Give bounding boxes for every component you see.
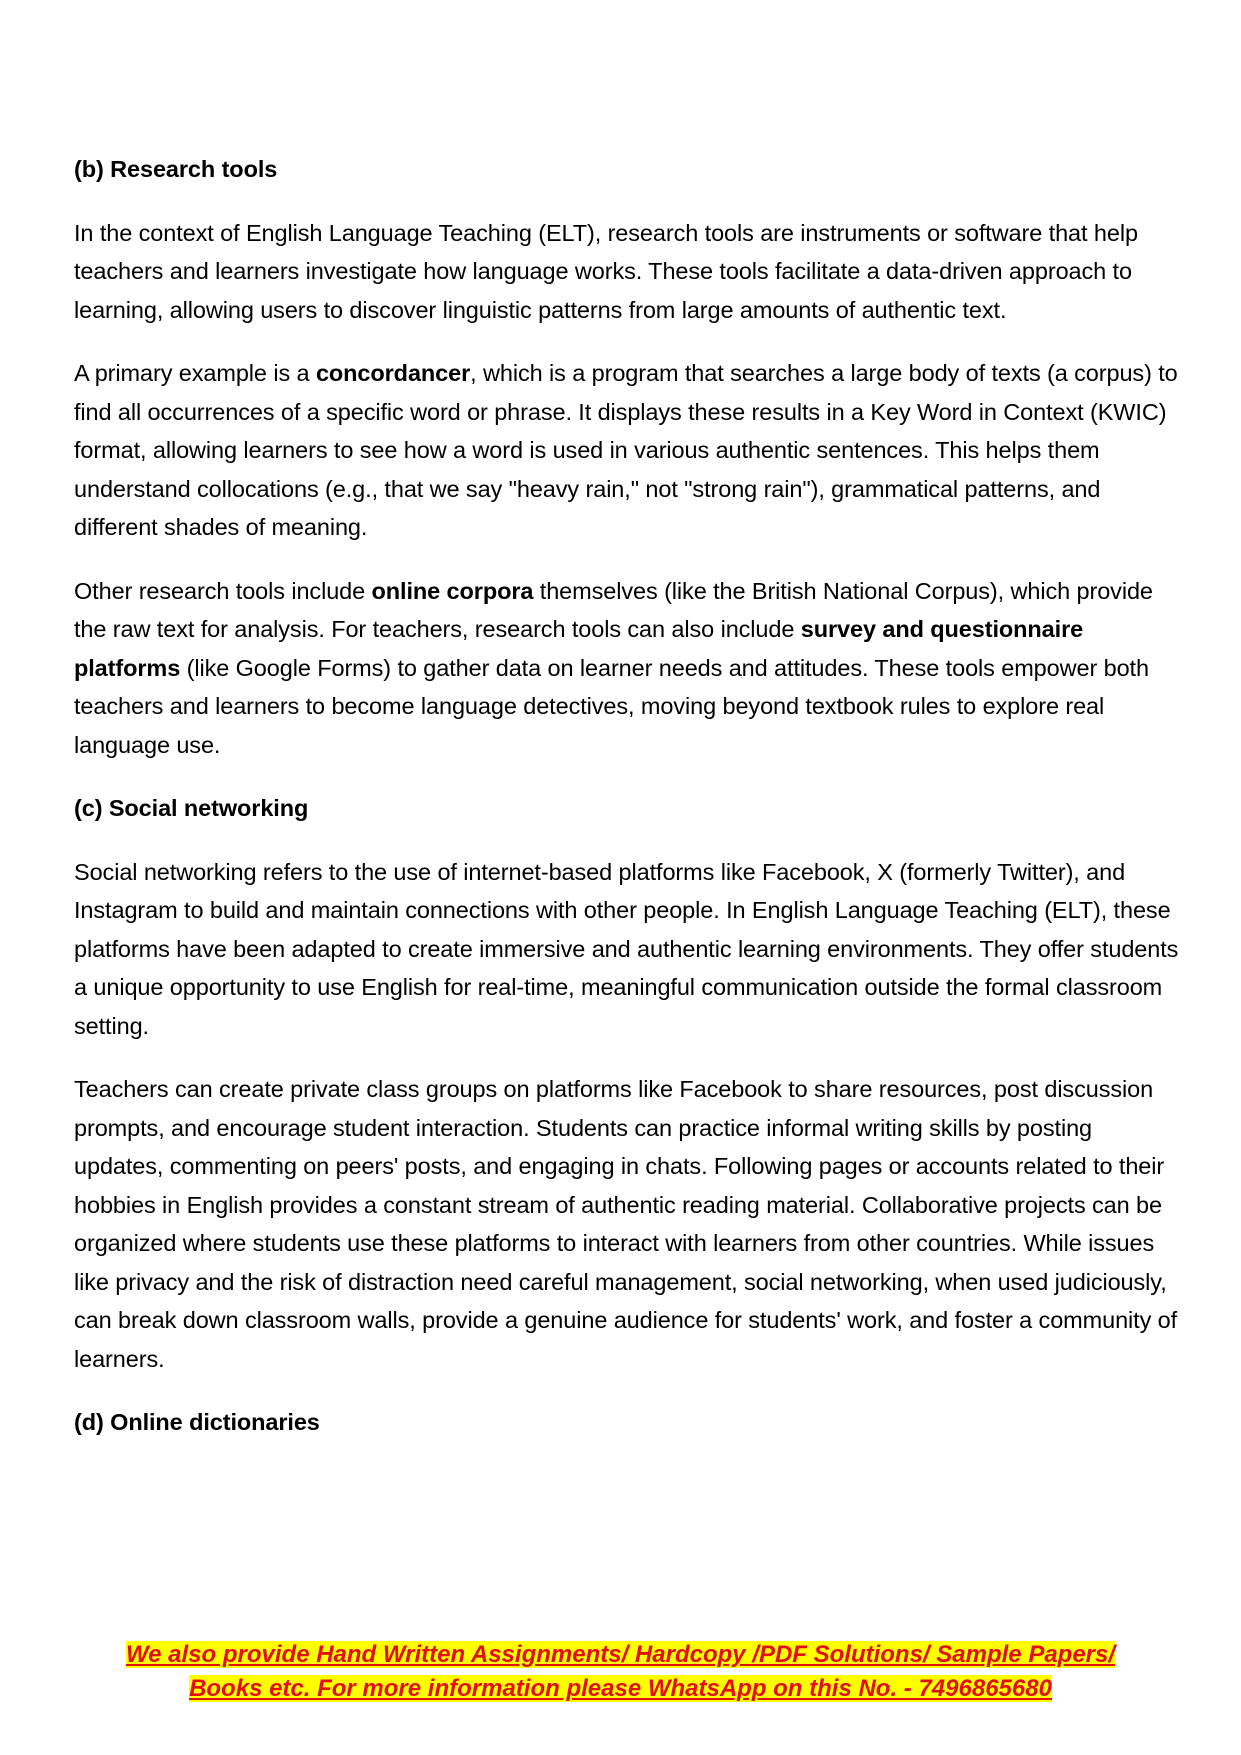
section-heading-social-networking: (c) Social networking <box>74 795 309 821</box>
bold-term-concordancer: concordancer <box>315 360 471 386</box>
bold-term-survey-platforms: survey and questionnaire platforms <box>74 616 1084 681</box>
paragraph: In the context of English Language Teaching (ELT), research tools are instruments or software that help teachers and learners investigate how language works. These tools facilitate a data-driven approach to learning, allowing users to discover linguistic patterns from large amounts of authentic text. <box>74 219 1138 323</box>
footer-line-2: Books etc. For more information please WhatsApp on this No. - 7496865680 <box>189 1675 1052 1702</box>
section-heading-research-tools: (b) Research tools <box>74 156 278 182</box>
section-heading-online-dictionaries: (d) Online dictionaries <box>74 1409 320 1435</box>
paragraph-text: , which is a program that searches a large body of texts (a corpus) to find all occurrences of a specific word or phrase. It displays these results in a Key Word in Context (KWIC) format, allowing learners to see how a word is used in various authentic sentences. This helps them understand collocations (e.g., that we say "heavy rain," not "strong rain"), grammatical patterns, and different shades of meaning. <box>74 360 1178 540</box>
paragraph: Teachers can create private class groups on platforms like Facebook to share resources, post discussion prompts, and encourage student interaction. Students can practice informal writing skills by posting updates, commenting on peers' posts, and engaging in chats. Following pages or accounts related to their hobbies in English provides a constant stream of authentic reading material. Collaborative projects can be organized where students use these platforms to interact with learners from other countries. While issues like privacy and the risk of distraction need careful management, social networking, when used judiciously, can break down classroom walls, provide a genuine audience for students' work, and foster a community of learners. <box>74 1076 1178 1372</box>
footer-line-1: We also provide Hand Written Assignments/ Hardcopy /PDF Solutions/ Sample Papers/ <box>125 1641 1116 1668</box>
paragraph-text: A primary example is a <box>74 360 316 386</box>
paragraph-text: themselves (like the British National Corpus), which provide the raw text for analysis. For teachers, research tools can also include <box>74 577 1153 642</box>
document-body <box>74 150 1184 1467</box>
paragraph-text: Other research tools include <box>74 577 372 604</box>
bold-term-online-corpora: online corpora <box>371 577 534 604</box>
paragraph <box>74 354 1184 547</box>
footer-advertisement <box>0 1638 1241 1706</box>
paragraph <box>74 572 1184 765</box>
paragraph: Social networking refers to the use of internet-based platforms like Facebook, X (formerly Twitter), and Instagram to build and maintain connections with other people. In English Language Teaching (ELT), these platforms have been adapted to create immersive and authentic learning environments. They offer students a unique opportunity to use English for real-time, meaningful communication outside the formal classroom setting. <box>74 858 1179 1039</box>
paragraph-text: (like Google Forms) to gather data on learner needs and attitudes. These tools empower both teachers and learners to become language detectives, moving beyond textbook rules to explore real language use. <box>74 654 1149 758</box>
